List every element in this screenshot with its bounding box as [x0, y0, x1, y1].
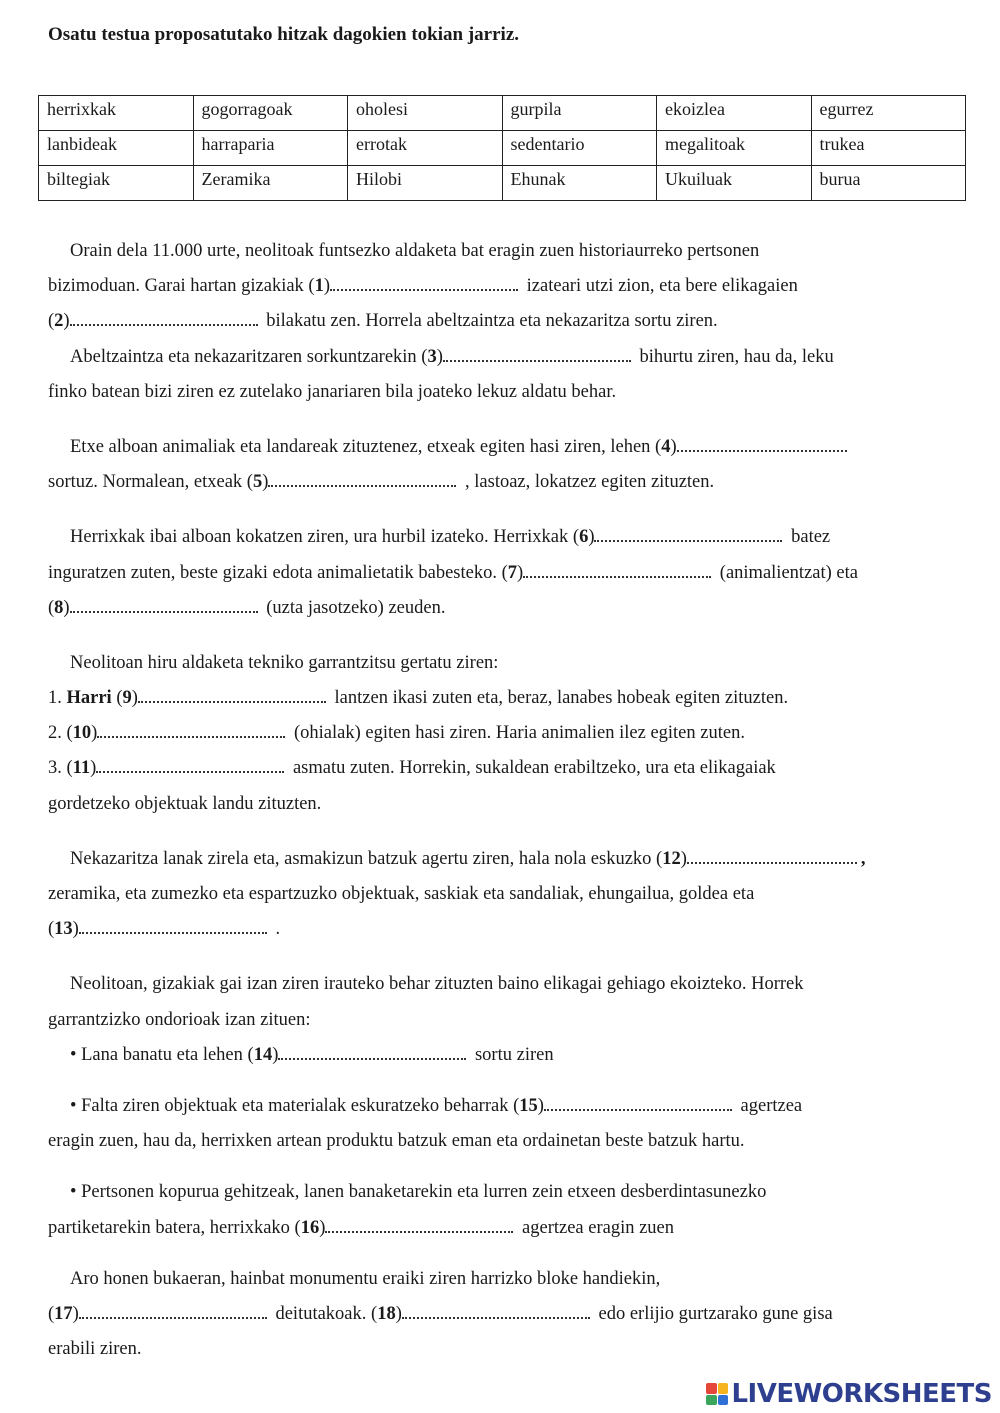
liveworksheets-logo	[706, 1379, 992, 1409]
word-bank-cell: trukea	[811, 131, 966, 166]
text-line: Neolitoan, gizakiak gai izan ziren irauteko behar zituzten baino elikagai gehiago ekoizteko. Horrek	[70, 974, 804, 995]
text-line: (17) deitutakoak. (18) edo erlijio gurtzarako gune gisa	[48, 1303, 833, 1324]
text-line: • Falta ziren objektuak eta materialak eskuratzeko beharrak (15) agertzea	[70, 1095, 803, 1116]
word-bank-cell: errotak	[348, 131, 503, 166]
text-line: finko batean bizi ziren ez zutelako janariaren bila joateko lekuz aldatu behar.	[48, 381, 617, 402]
blank-1[interactable]	[330, 279, 518, 291]
text-line: (2) bilakatu zen. Horrela abeltzaintza eta nekazaritza sortu ziren.	[48, 311, 718, 332]
word-bank-cell: herrixkak	[39, 96, 194, 131]
blank-4[interactable]	[677, 440, 847, 452]
text-line: (8) (uzta jasotzeko) zeuden.	[48, 597, 446, 618]
text-line: Orain dela 11.000 urte, neolitoak funtsezko aldaketa bat eragin zuen historiaurreko pertsonen	[70, 241, 760, 261]
blank-16[interactable]	[325, 1221, 513, 1233]
word-bank-cell: gurpila	[502, 96, 657, 131]
word-bank-cell: Hilobi	[348, 166, 503, 201]
word-bank-cell: biltegiak	[39, 166, 194, 201]
word-bank-cell: Ukuiluak	[657, 166, 812, 201]
word-bank-cell: oholesi	[348, 96, 503, 131]
word-bank-cell: burua	[811, 166, 966, 201]
blank-17[interactable]	[79, 1307, 267, 1319]
blank-8[interactable]	[70, 601, 258, 613]
word-bank-table	[38, 95, 966, 201]
text-line: Etxe alboan animaliak eta landareak zituztenez, etxeak egiten hasi ziren, lehen (4)	[48, 430, 968, 465]
word-bank-cell: harraparia	[193, 131, 348, 166]
worksheet-title: Osatu testua proposatutako hitzak dagokien tokian jarriz.	[48, 24, 520, 45]
logo-text: LIVEWORKSHEETS	[731, 1379, 992, 1409]
text-line: partiketarekin batera, herrixkako (16) agertzea eragin zuen	[48, 1217, 675, 1238]
text-line: Abeltzaintza eta nekazaritzaren sorkuntzarekin (3) bihurtu ziren, hau da, leku	[70, 346, 834, 367]
text-line: erabili ziren.	[48, 1339, 142, 1360]
word-bank-cell: ekoizlea	[657, 96, 812, 131]
text-line: bizimoduan. Garai hartan gizakiak (1) izateari utzi zion, eta bere elikagaien	[48, 276, 798, 297]
blank-13[interactable]	[79, 922, 267, 934]
word-bank-row	[39, 131, 966, 166]
blank-14[interactable]	[278, 1048, 466, 1060]
blank-6[interactable]	[594, 530, 782, 542]
blank-9[interactable]	[138, 691, 326, 703]
word-bank-row	[39, 96, 966, 131]
blank-2[interactable]	[70, 314, 258, 326]
blank-15[interactable]	[544, 1099, 732, 1111]
logo-mark-icon	[706, 1383, 728, 1405]
text-line: Nekazaritza lanak zirela eta, asmakizun batzuk agertu ziren, hala nola eskuzko (12) ,	[70, 848, 866, 869]
word-bank-cell: egurrez	[811, 96, 966, 131]
text-line: 2. (10) (ohialak) egiten hasi ziren. Haria animalien ilez egiten zuten.	[48, 723, 745, 744]
blank-12[interactable]	[687, 852, 857, 864]
worksheet-text	[48, 234, 968, 1367]
blank-10[interactable]	[97, 726, 285, 738]
word-bank-cell: megalitoak	[657, 131, 812, 166]
text-line: gordetzeko objektuak landu zituzten.	[48, 793, 322, 814]
text-line: (13) .	[48, 919, 281, 940]
word-bank-cell: Zeramika	[193, 166, 348, 201]
text-line: eragin zuen, hau da, herrixken artean produktu batzuk eman eta ordainetan beste batzuk hartu.	[48, 1131, 745, 1152]
blank-11[interactable]	[96, 761, 284, 773]
text-line: • Lana banatu eta lehen (14) sortu ziren	[70, 1044, 554, 1065]
text-line: 1. Harri (9) lantzen ikasi zuten eta, beraz, lanabes hobeak egiten zituzten.	[48, 688, 789, 709]
blank-5[interactable]	[268, 475, 456, 487]
blank-3[interactable]	[443, 350, 631, 362]
text-line: inguratzen zuten, beste gizaki edota animalietatik babesteko. (7) (animalientzat) eta	[48, 562, 858, 583]
word-bank-row	[39, 166, 966, 201]
text-line: • Pertsonen kopurua gehitzeak, lanen banaketarekin eta lurren zein etxeen desberdintasunezko	[70, 1182, 767, 1203]
text-line: Herrixkak ibai alboan kokatzen ziren, ura hurbil izateko. Herrixkak (6) batez	[70, 527, 831, 548]
text-line: garrantzizko ondorioak izan zituen:	[48, 1009, 311, 1030]
word-bank-cell: sedentario	[502, 131, 657, 166]
text-line: Neolitoan hiru aldaketa tekniko garrantzitsu gertatu ziren:	[70, 652, 499, 673]
text-line: Aro honen bukaeran, hainbat monumentu eraiki ziren harrizko bloke handiekin,	[70, 1268, 661, 1289]
blank-18[interactable]	[402, 1307, 590, 1319]
text-line: sortuz. Normalean, etxeak (5) , lastoaz, lokatzez egiten zituzten.	[48, 472, 715, 493]
blank-7[interactable]	[523, 566, 711, 578]
word-bank-cell: Ehunak	[502, 166, 657, 201]
word-bank-cell: gogorragoak	[193, 96, 348, 131]
text-line: zeramika, eta zumezko eta espartzuzko objektuak, saskiak eta sandaliak, ehungailua, goldea eta	[48, 884, 755, 904]
word-bank-cell: lanbideak	[39, 131, 194, 166]
text-line: 3. (11) asmatu zuten. Horrekin, sukaldean erabiltzeko, ura eta elikagaiak	[48, 758, 776, 779]
